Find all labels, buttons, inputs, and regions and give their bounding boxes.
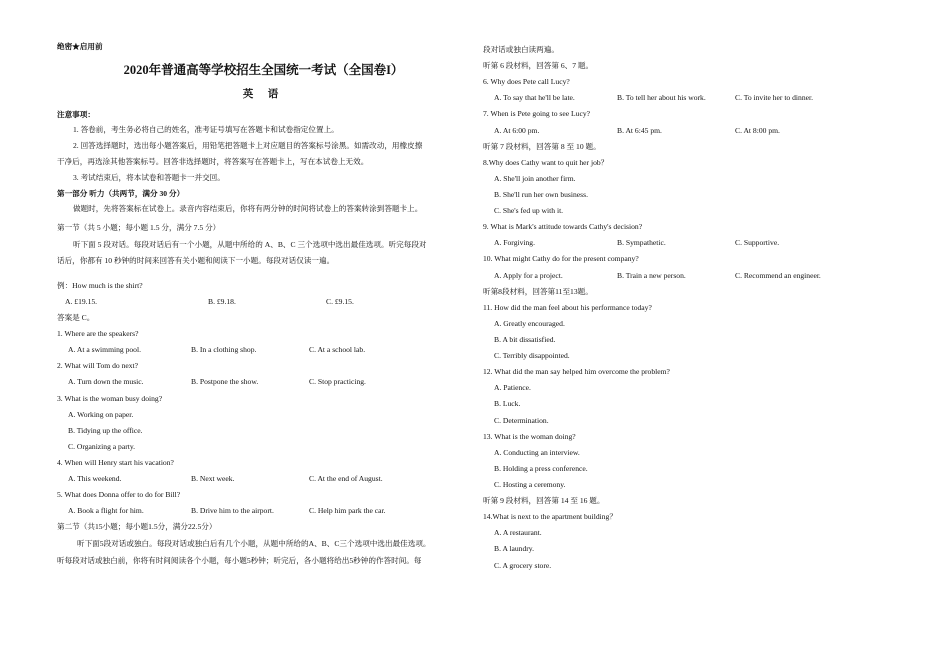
option-b: B. Next week. xyxy=(191,474,235,484)
option-b: B. At 6:45 pm. xyxy=(617,125,662,135)
option-a: A. This weekend. xyxy=(68,474,122,484)
option-a: A. She'll join another firm. xyxy=(494,173,576,183)
option-a: A. At a swimming pool. xyxy=(68,345,141,355)
option-a: A. Apply for a project. xyxy=(494,270,563,280)
section1-heading: 第一节（共 5 小题；每小题 1.5 分，满分 7.5 分） xyxy=(57,223,221,233)
options-row xyxy=(57,474,470,483)
question-5: 5. What does Donna offer to do for Bill? xyxy=(57,490,181,500)
notes-item: 3. 考试结束后，将本试卷和答题卡一并交回。 xyxy=(73,173,225,183)
options-row xyxy=(483,271,923,280)
option-c: C. She's fed up with it. xyxy=(494,206,564,216)
question-8: 8.Why does Cathy want to quit her job？ xyxy=(483,157,609,167)
secret-label: 绝密★启用前 xyxy=(57,42,103,51)
option-b: B. Drive him to the airport. xyxy=(191,506,274,516)
options-row xyxy=(57,345,470,354)
option-c: C. Hosting a ceremony. xyxy=(494,479,566,489)
notes-item: 1. 答卷前，考生务必将自己的姓名，准考证号填写在答题卡和试卷指定位置上。 xyxy=(73,124,339,134)
option-b: B. Holding a press conference. xyxy=(494,463,588,473)
question-14: 14.What is next to the apartment building？ xyxy=(483,512,617,522)
option-a: A. Forgiving. xyxy=(494,238,535,248)
question-11: 11. How did the man feel about his performance today? xyxy=(483,302,652,312)
option-b: B. Train a new person. xyxy=(617,270,686,280)
passage-label: 听第8段材料，回答第11至13题。 xyxy=(483,286,593,296)
options-row xyxy=(483,93,923,102)
option-a: A. Working on paper. xyxy=(68,409,134,419)
option-c: C. Supportive. xyxy=(735,238,780,248)
option-a: A. £19.15. xyxy=(65,296,98,306)
part1-intro: 做题时，先将答案标在试卷上。录音内容结束后，你将有两分钟的时间将试卷上的答案转涂到答题卡上。 xyxy=(73,204,423,214)
option-c: C. Help him park the car. xyxy=(309,506,386,516)
page-title: 2020年普通高等学校招生全国统一考试（全国卷I） xyxy=(123,63,404,78)
option-b: B. £9.18. xyxy=(208,296,236,306)
question-12: 12. What did the man say helped him overcome the problem? xyxy=(483,367,670,377)
option-a: A. Greatly encouraged. xyxy=(494,318,565,328)
passage-label: 听第 7 段材料，回答第 8 至 10 题。 xyxy=(483,141,601,151)
section2-heading: 第二节（共15小题；每小题1.5分，满分22.5分） xyxy=(57,522,217,532)
question-2: 2. What will Tom do next? xyxy=(57,361,139,371)
options-row xyxy=(483,126,923,135)
option-b: B. Sympathetic. xyxy=(617,238,666,248)
option-b: B. A bit dissatisfied. xyxy=(494,334,556,344)
options-row xyxy=(57,377,470,386)
option-c: C. At a school lab. xyxy=(309,345,366,355)
option-a: A. Conducting an interview. xyxy=(494,447,580,457)
option-c: C. To invite her to dinner. xyxy=(735,93,813,103)
part1-heading: 第一部分 听力（共两节，满分 30 分） xyxy=(57,189,185,199)
option-a: A. Patience. xyxy=(494,383,531,393)
question-6: 6. Why does Pete call Lucy? xyxy=(483,77,570,87)
option-b: B. Postpone the show. xyxy=(191,377,259,387)
option-c: C. A grocery store. xyxy=(494,560,552,570)
question-3: 3. What is the woman busy doing? xyxy=(57,393,163,403)
notes-item: 2. 回答选择题时，选出每小题答案后，用铅笔把答题卡上对应题目的答案标号涂黑。如需改动，用橡皮擦 xyxy=(73,140,423,150)
option-c: C. Recommend an engineer. xyxy=(735,270,821,280)
passage-label: 听第 9 段材料，回答第 14 至 16 题。 xyxy=(483,496,605,506)
option-b: B. In a clothing shop. xyxy=(191,345,257,355)
option-c: C. At the end of August. xyxy=(309,474,383,484)
right-column xyxy=(483,45,923,577)
option-c: C. Stop practicing. xyxy=(309,377,366,387)
option-c: C. Determination. xyxy=(494,415,549,425)
section2-instruction: 听每段对话或独白前，你将有时间阅读各个小题，每小题5秒钟；听完后，各小题将给出5秒钟的作答时间。每 xyxy=(57,555,422,565)
option-c: C. Organizing a party. xyxy=(68,441,136,451)
option-c: C. £9.15. xyxy=(326,296,354,306)
options-row xyxy=(483,238,923,247)
option-c: C. At 8:00 pm. xyxy=(735,125,780,135)
question-7: 7. When is Pete going to see Lucy? xyxy=(483,109,590,119)
section2-instruction: 听下面5段对话或独白。每段对话或独白后有几个小题，从题中所给的A、B、C三个选项中选出最佳选项。 xyxy=(77,538,431,548)
left-column xyxy=(57,42,470,565)
option-a: A. Turn down the music. xyxy=(68,377,144,387)
option-b: B. Tidying up the office. xyxy=(68,425,143,435)
subject-title: 英 语 xyxy=(242,89,285,101)
section2-instruction: 段对话或独白读两遍。 xyxy=(483,45,559,54)
question-9: 9. What is Mark's attitude towards Cathy's decision? xyxy=(483,222,643,232)
options-row xyxy=(57,506,470,515)
section1-instruction: 听下面 5 段对话。每段对话后有一个小题，从题中所给的 A、B、C 三个选项中选出最佳选项。听完每段对 xyxy=(73,239,427,249)
option-b: B. She'll run her own business. xyxy=(494,189,588,199)
option-a: A. To say that he'll be late. xyxy=(494,93,575,103)
question-1: 1. Where are the speakers? xyxy=(57,329,139,339)
option-b: B. A laundry. xyxy=(494,544,535,554)
option-b: B. Luck. xyxy=(494,399,521,409)
notes-item: 干净后，再选涂其他答案标号。回答非选择题时，将答案写在答题卡上，写在本试卷上无效。 xyxy=(57,157,369,167)
option-a: A. Book a flight for him. xyxy=(68,506,144,516)
question-13: 13. What is the woman doing? xyxy=(483,431,576,441)
passage-label: 听第 6 段材料，回答第 6、7 题。 xyxy=(483,61,594,71)
option-b: B. To tell her about his work. xyxy=(617,93,706,103)
example-answer: 答案是 C。 xyxy=(57,313,95,323)
question-4: 4. When will Henry start his vacation? xyxy=(57,458,174,467)
option-a: A. A restaurant. xyxy=(494,528,542,538)
question-10: 10. What might Cathy do for the present company? xyxy=(483,254,639,264)
option-a: A. At 6:00 pm. xyxy=(494,125,540,135)
notes-heading: 注意事项： xyxy=(57,109,95,119)
section1-instruction: 话后，你都有 10 秒钟的时间来回答有关小题和阅读下一小题。每段对话仅读一遍。 xyxy=(57,255,335,265)
option-c: C. Terribly disappointed. xyxy=(494,351,570,361)
example-question: 例：How much is the shirt? xyxy=(57,280,143,290)
example-options xyxy=(57,297,470,306)
